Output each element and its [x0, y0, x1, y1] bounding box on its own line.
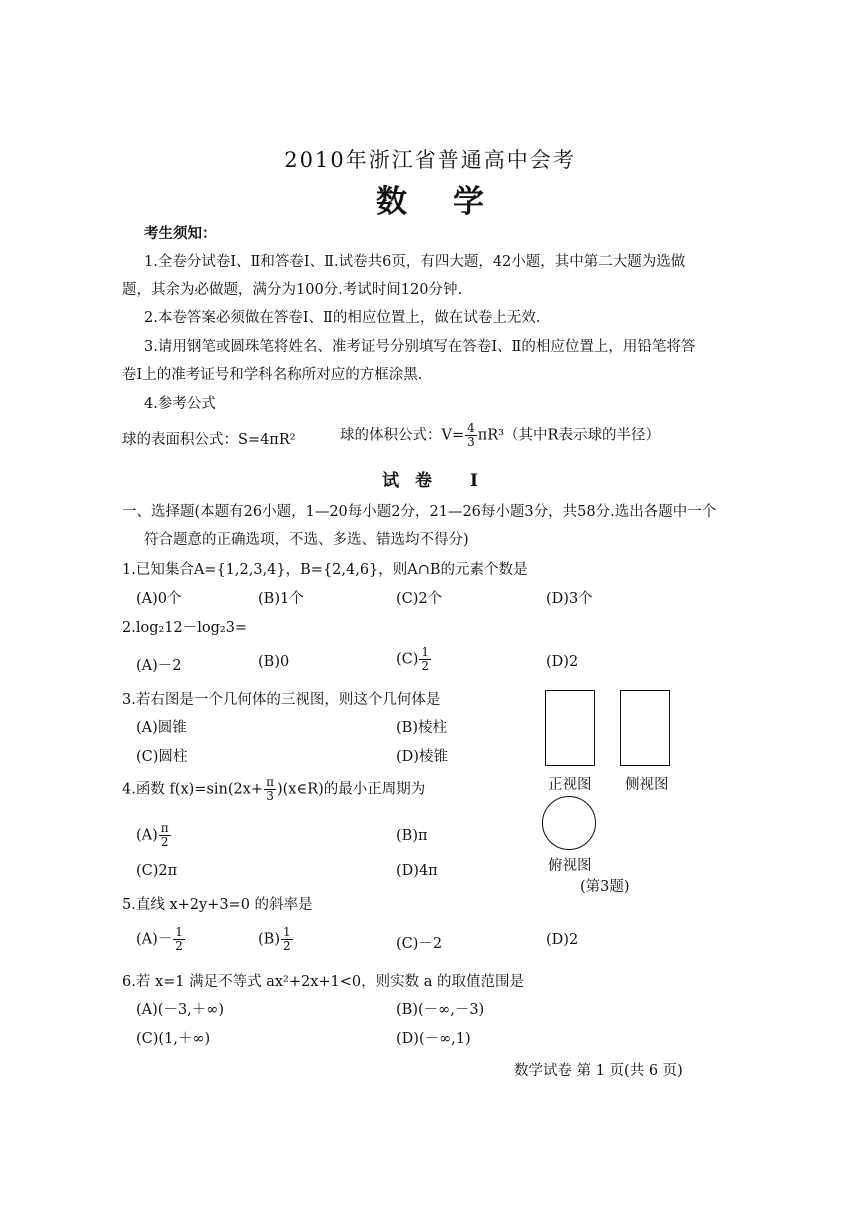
- q6-option-c: (C)(1,＋∞): [136, 1031, 211, 1047]
- notice-item-4: 4.参考公式: [144, 396, 216, 412]
- q5-option-a: [136, 926, 186, 953]
- q3-option-b: (B)棱柱: [396, 720, 447, 736]
- q1-option-d: (D)3个: [546, 591, 593, 607]
- formula-volume-prefix: 球的体积公式：V=: [340, 427, 465, 444]
- top-view-label: 俯视图: [548, 858, 592, 874]
- q2-option-d: (D)2: [546, 654, 579, 670]
- notice-item-1-line-2: 题，其余为必做题，满分为100分.考试时间120分钟.: [122, 282, 463, 298]
- q6-option-d: (D)(－∞,1): [396, 1031, 471, 1047]
- q6-option-b: (B)(－∞,－3): [396, 1002, 485, 1018]
- front-view-rectangle: [545, 690, 595, 766]
- q6-option-a: (A)(－3,＋∞): [136, 1002, 225, 1018]
- q3-option-d: (D)棱锥: [396, 749, 448, 765]
- notice-item-1-line-1: 1.全卷分试卷Ⅰ、Ⅱ和答卷Ⅰ、Ⅱ.试卷共6页，有四大题，42小题，其中第二大题为选做: [144, 254, 686, 270]
- formula-volume-suffix: πR³（其中R表示球的半径）: [477, 427, 660, 444]
- q4-stem-denominator: 3: [266, 789, 274, 803]
- q5-option-c: (C)－2: [396, 936, 443, 952]
- q4-option-d: (D)4π: [396, 863, 438, 879]
- q3-option-a: (A)圆锥: [136, 720, 187, 736]
- side-view-rectangle: [620, 690, 670, 766]
- q3-option-c: (C)圆柱: [136, 749, 188, 765]
- q1-option-a: (A)0个: [136, 591, 182, 607]
- q5-option-d: (D)2: [546, 932, 579, 948]
- q2-option-c-fraction: [419, 646, 431, 673]
- q4-option-b: (B)π: [396, 828, 428, 844]
- q5-option-b-fraction: [281, 926, 293, 953]
- q2-option-c-label: (C): [396, 651, 419, 668]
- page-footer: 数学试卷 第 1 页(共 6 页): [514, 1063, 683, 1079]
- q2-option-c-denominator: 2: [421, 659, 430, 673]
- part1-instructions-line-2: 符合题意的正确选项，不选、多选、错选均不得分): [144, 532, 469, 548]
- q2-option-c: [396, 646, 432, 673]
- front-view-label: 正视图: [548, 777, 592, 793]
- q2-option-c-numerator: 1: [421, 645, 430, 659]
- notice-item-3-line-2: 卷Ⅰ上的准考证号和学科名称所对应的方框涂黑.: [122, 367, 423, 383]
- notice-item-3-line-1: 3.请用钢笔或圆珠笔将姓名、准考证号分别填写在答卷Ⅰ、Ⅱ的相应位置上，用铅笔将答: [144, 339, 696, 355]
- q2-stem: 2.log₂12－log₂3=: [122, 620, 248, 636]
- side-view-label: 侧视图: [625, 777, 669, 793]
- q5-option-b-label: (B): [258, 931, 280, 948]
- q4-stem: [122, 776, 425, 803]
- q5-option-a-numerator: 1: [175, 925, 183, 939]
- q4-option-a-label: (A): [136, 827, 158, 844]
- part1-instructions-line-1: 一、选择题(本题有26小题，1—20每小题2分，21—26每小题3分，共58分.选出各题中一个: [122, 504, 717, 520]
- q4-option-a-numerator: π: [160, 821, 169, 835]
- formula-surface-area: 球的表面积公式：S=4πR²: [122, 432, 296, 448]
- q5-option-b-numerator: 1: [282, 925, 291, 939]
- q5-stem: 5.直线 x+2y+3=0 的斜率是: [122, 897, 313, 913]
- q4-option-a-denominator: 2: [160, 835, 169, 849]
- figure-caption: (第3题): [580, 879, 630, 895]
- q5-option-a-label: (A)－: [136, 931, 173, 948]
- q2-option-a: (A)－2: [136, 658, 182, 674]
- q4-stem-prefix: 4.函数 f(x)=sin(2x+: [122, 781, 264, 798]
- q3-stem: 3.若右图是一个几何体的三视图，则这个几何体是: [122, 692, 441, 708]
- top-view-circle: [542, 796, 596, 850]
- q5-option-a-fraction: [173, 926, 185, 953]
- q4-option-c: (C)2π: [136, 863, 178, 879]
- q6-stem: 6.若 x=1 满足不等式 ax²+2x+1<0，则实数 a 的取值范围是: [122, 974, 525, 990]
- exam-title: 2010年浙江省普通高中会考: [284, 148, 576, 172]
- q5-option-b: [258, 926, 294, 953]
- formula-volume-fraction: [465, 422, 477, 449]
- q2-option-b: (B)0: [258, 654, 290, 670]
- section-title: 试卷 Ⅰ: [382, 471, 494, 491]
- q5-option-a-denominator: 2: [175, 939, 183, 953]
- q1-stem: 1.已知集合A={1,2,3,4}，B={2,4,6}，则A∩B的元素个数是: [122, 562, 528, 578]
- formula-volume-denominator: 3: [467, 435, 475, 449]
- q4-stem-numerator: π: [266, 775, 274, 789]
- notice-heading: 考生须知：: [144, 225, 217, 242]
- notice-item-2: 2.本卷答案必须做在答卷Ⅰ、Ⅱ的相应位置上，做在试卷上无效.: [144, 310, 541, 326]
- q4-stem-suffix: )(x∈R)的最小正周期为: [276, 781, 426, 798]
- q4-option-a-fraction: [159, 822, 171, 849]
- subject-title: 数学: [376, 184, 530, 220]
- q4-stem-fraction: [264, 776, 276, 803]
- q1-option-c: (C)2个: [396, 591, 443, 607]
- formula-volume: [340, 422, 660, 449]
- formula-volume-numerator: 4: [467, 421, 475, 435]
- q5-option-b-denominator: 2: [282, 939, 291, 953]
- q1-option-b: (B)1个: [258, 591, 304, 607]
- q4-option-a: [136, 822, 172, 849]
